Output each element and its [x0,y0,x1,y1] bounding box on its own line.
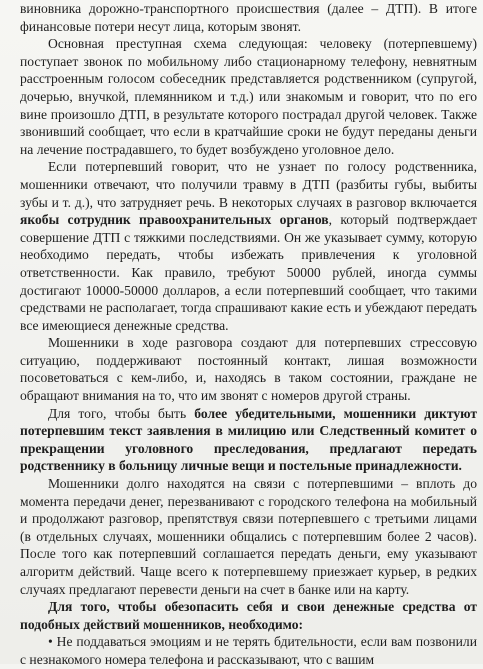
paragraph-fake-officer [20,158,477,334]
text-run: Если потерпевший говорит, что не узнает по голосу родственника, мошенники отвечают, что получили травму в ДТП (разбиты губы, выбиты зубы и т. д.), что затрудняет речь. В некоторых случаях в разговор включается [20,159,477,210]
paragraph-0 [20,0,477,35]
text-run: более убедительными, мошенники диктуют потерпевшим текст заявления в милицию или Следственный комитет о прекращении уголовного преследования, предлагают передать родственнику в больницу личные вещи и постельные принадлежности. [20,405,477,474]
text-run: Для того, чтобы обезопасить себя и свои денежные средства от подобных действий мошенников, необходимо: [20,599,477,632]
text-run: якобы сотрудник правоохранительных органов [20,212,329,228]
text-run: Мошенники долго находятся на связи с потерпевшими – вплоть до момента передачи денег, перезванивают с городского телефона на мобильный и продолжают разговор, препятствуя связи потерпевшего с третьими лицами (в отдельных случаях, мошенники общались с потерпевшим более 2 часов). После того как потерпевший соглашается передать деньги, ему указывают алгоритм действий. Чаще всего к потерпевшему приезжает курьер, в редких случаях предлагают перевести деньги на счет в банке или на карту. [20,476,477,597]
paragraph-protection-heading [20,598,477,633]
text-run: • Не поддаваться эмоциям и не терять бдительности, если вам позвонили с незнакомого номера телефона и рассказывают, что с вашим [20,634,477,667]
text-run: виновника дорожно-транспортного происшествия (далее – ДТП). В итоге финансовые потери несут лица, которым звонят. [20,1,477,34]
text-run: Основная преступная схема следующая: человеку (потерпевшему) поступает звонок по мобильному либо стационарному телефону, невнятным расстроенным голосом собеседник представляется родственником (супругой, дочерью, внучкой, племянником и т.д.) или знакомым и говорит, что по его вине произошло ДТП, в результате которого пострадал другой человек. Также звонивший сообщает, что если в кратчайшие сроки не будут переданы деньги на лечение пострадавшего, то будет возбуждено уголовное дело. [20,36,477,157]
paragraph-long-calls [20,475,477,598]
text-run: , который подтверждает совершение ДТП с тяжкими последствиями. Он же указывает сумму, которую необходимо передать, чтобы избежать привлечения к уголовной ответственности. Как правило, требуют 50000 рублей, иногда суммы достигают 10000-50000 долларов, а если потерпевший сообщает, что такими средствами не располагает, тогда спрашивают какие есть и убеждают передать все имеющиеся денежные средства. [20,212,477,333]
text-run: Мошенники в ходе разговора создают для потерпевших стрессовую ситуацию, поддерживают постоянный контакт, лишая возможности посоветоваться с кем-либо, и, находясь в таком состоянии, граждане не обращают внимания на то, что им звонят с номеров другой страны. [20,335,477,404]
text-run: Для того, чтобы быть [48,405,195,421]
paragraph-stress [20,334,477,404]
paragraph-advice-bullet [20,633,477,668]
paragraph-scheme [20,35,477,158]
paragraph-dictation [20,405,477,475]
